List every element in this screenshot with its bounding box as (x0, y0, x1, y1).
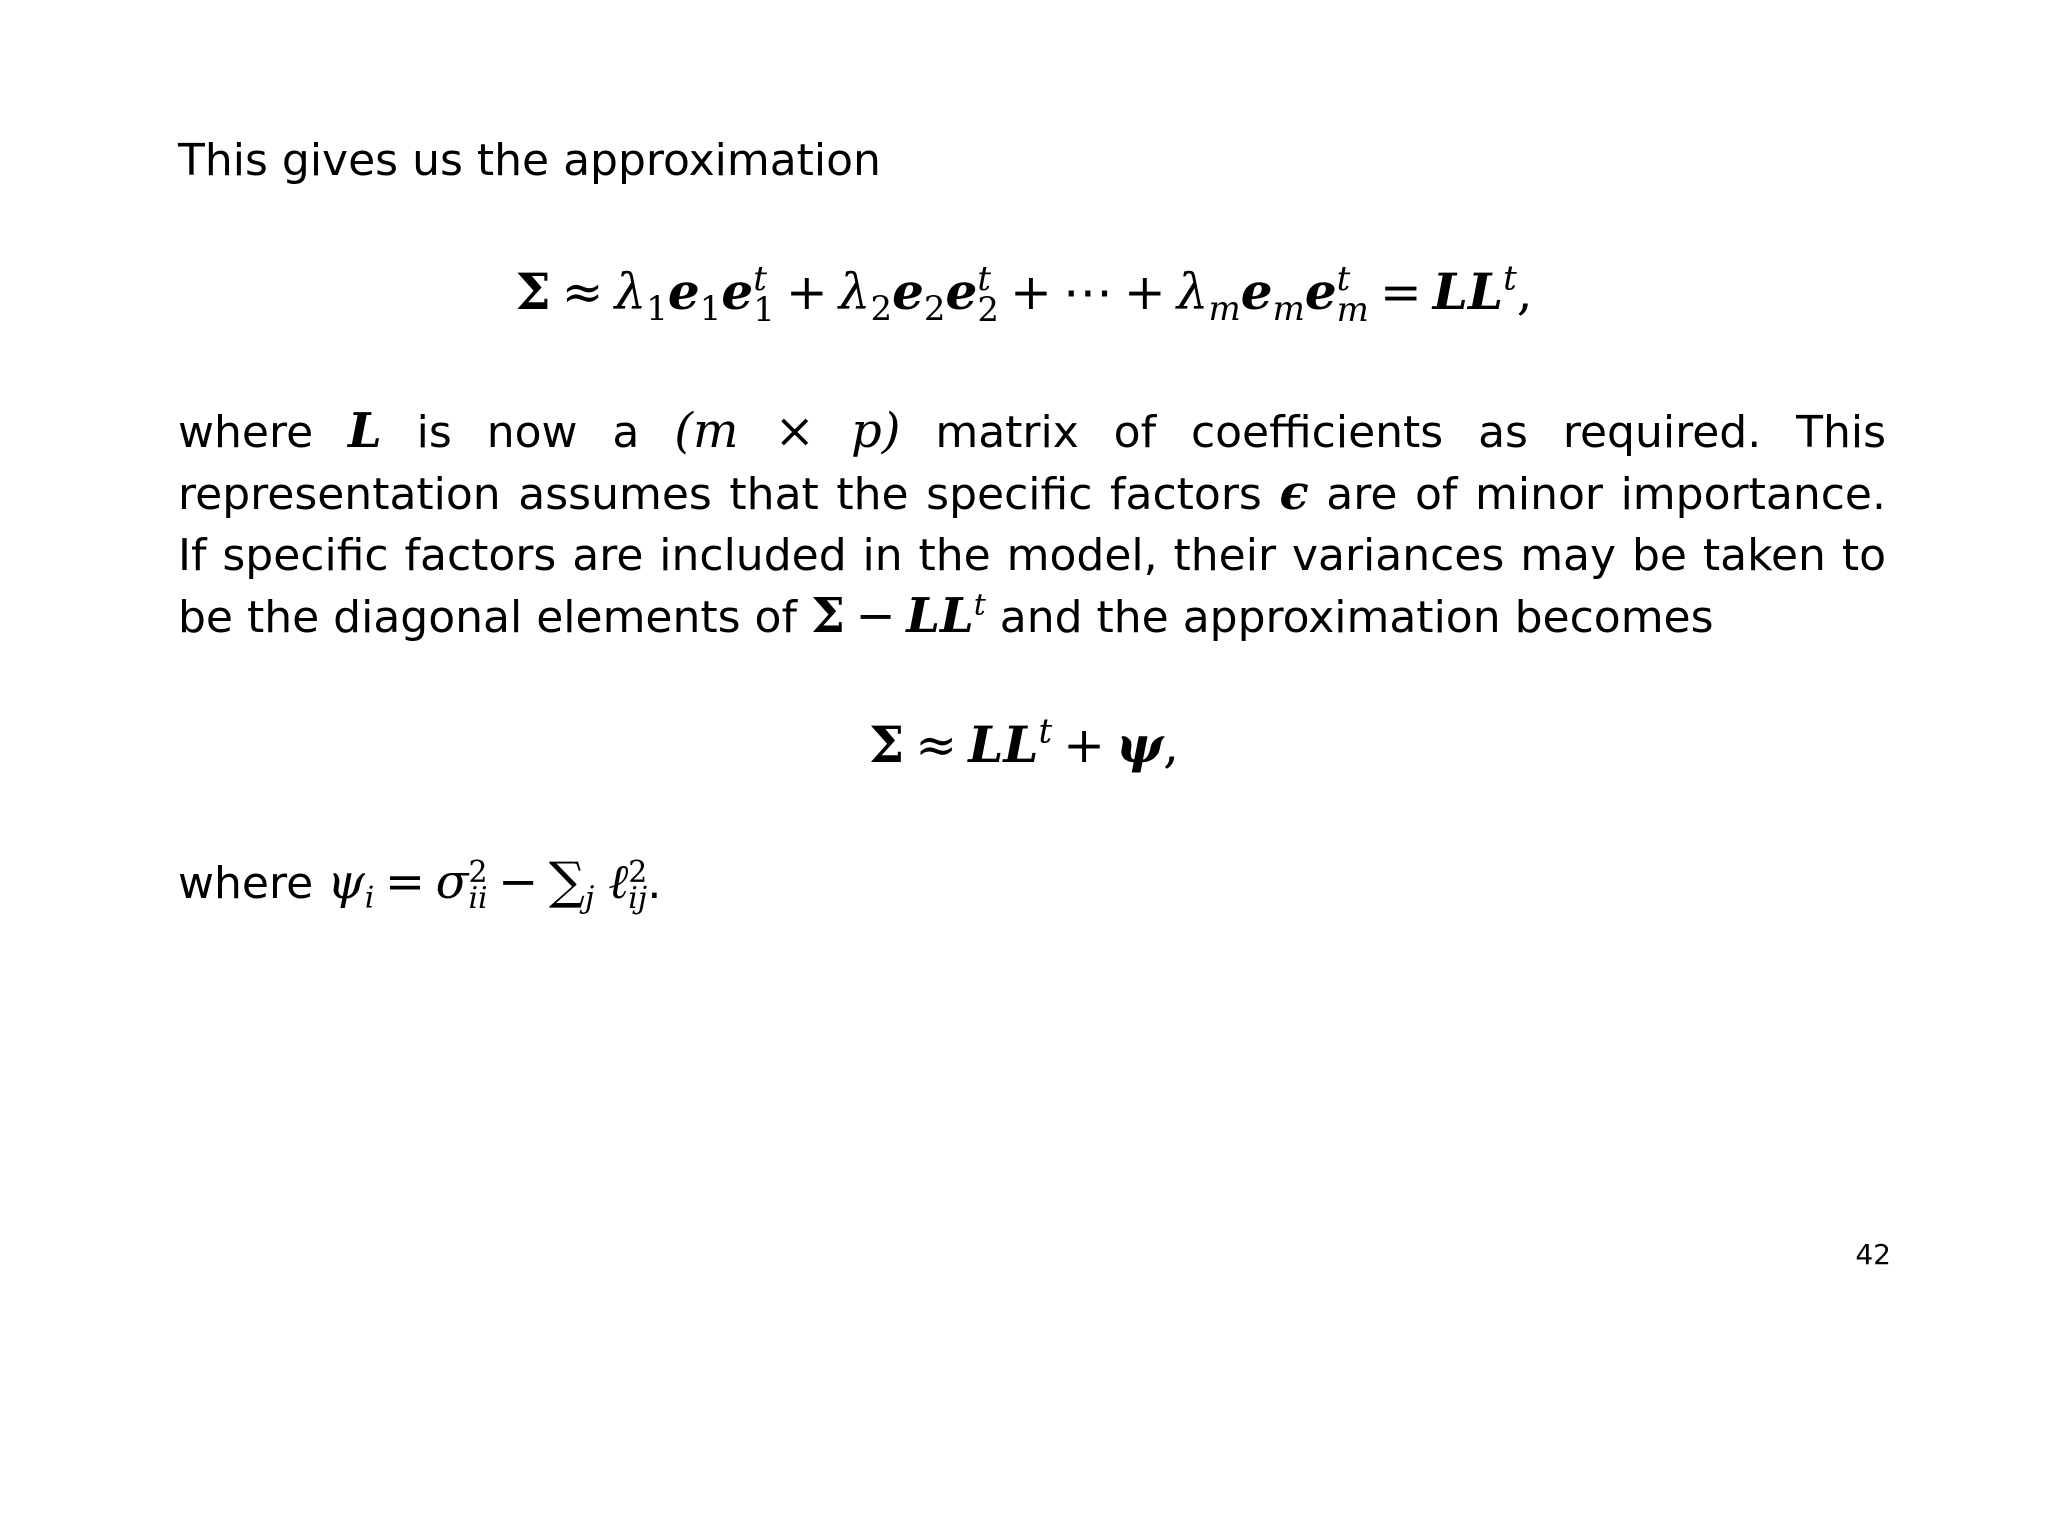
sigma-superscript-subscript: 2 ii (468, 854, 488, 917)
equation-principal-component-approximation: $\Sigma \approx \lambda_1e_1e$ t 1 + $\lambda_2e_2e$ t 2 + ⋯ + $\lambda_me_me$ t m = $LL^t$, (515, 258, 1533, 330)
transpose-sub-m: t m (1336, 259, 1369, 330)
intro-text: This gives us the approximation (178, 135, 881, 186)
page-number: 42 (1855, 1238, 1891, 1271)
transpose-sub-1: t 1 (753, 259, 775, 330)
intro-paragraph (178, 130, 881, 191)
ell-superscript-subscript: 2 ij (628, 854, 648, 917)
transpose-sub-2: t 2 (977, 259, 999, 330)
sigma-symbol: Σ (515, 262, 551, 321)
explanation-paragraph: where L is now a (m × p) matrix of coefficients as required. This representation assumes that the specific factors ϵ are of minor importance. If specific factors are included in the model, their variances may be taken to be the diagonal elements of $\Sigma - LL^t$ and the approximation becomes (178, 403, 1886, 644)
psi-definition-paragraph: where $\psi_i = \sigma$ 2 ii − $\sum_j$ ℓ 2 ij . (178, 851, 662, 917)
equation-with-specific-variances: $\Sigma \approx LL^t + \psi$, (868, 711, 1180, 774)
